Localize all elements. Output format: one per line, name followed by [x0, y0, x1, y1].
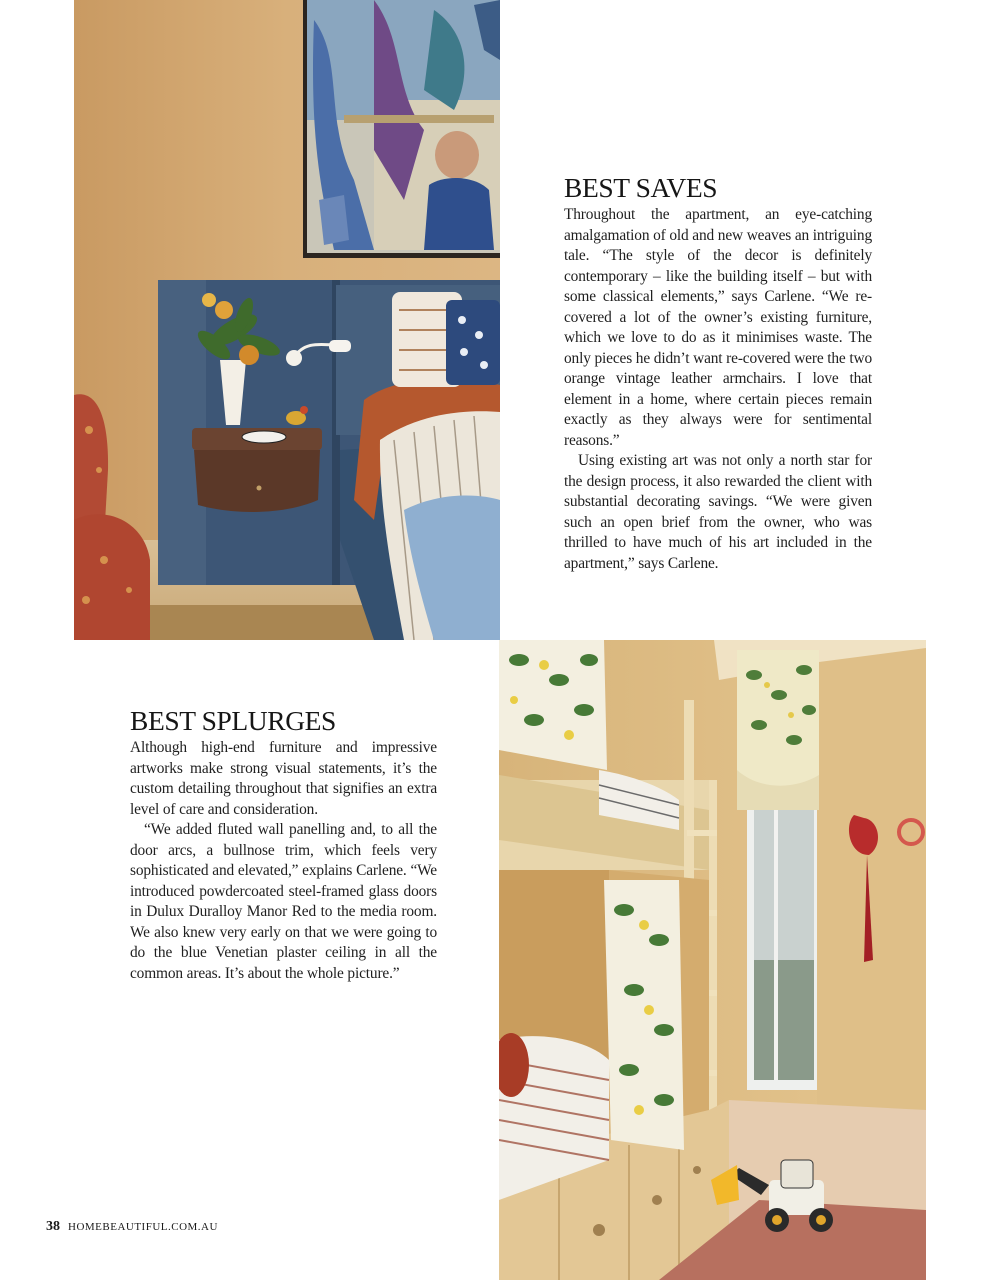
best-splurges-paragraph-2: “We added fluted wall panelling and, to all the door arcs, a bullnose trim, which feels very sophisticated and elevated,” explains Carlene. “We introduced powdercoated steel-framed glass doors in Dulux Duralloy Manor Red to the media room. We also knew very early on that we were going to do the blue Venetian plaster ceiling in all the common areas. It’s about the whole picture.”	[130, 821, 437, 982]
best-splurges-heading: BEST SPLURGES	[130, 705, 336, 736]
page-number: 38	[46, 1219, 60, 1234]
roman-blind	[737, 650, 819, 810]
bunk-room-photo	[499, 640, 926, 1280]
best-saves-heading: BEST SAVES	[564, 172, 718, 203]
best-saves-section	[564, 173, 872, 574]
best-saves-paragraph-2: Using existing art was not only a north star for the design process, it also rewarded the client with substantial decorating savings. “We were given such an open brief from the owner, who was thrilled to have much of his art included in the apartment,” says Carlene.	[564, 452, 872, 572]
bedroom-photo	[74, 0, 500, 640]
best-splurges-section	[130, 706, 437, 984]
page-folio	[46, 1219, 218, 1235]
bedroom-illustration	[74, 0, 500, 640]
bunk-room-illustration	[499, 640, 926, 1280]
website-url: HOMEBEAUTIFUL.COM.AU	[68, 1221, 218, 1233]
best-splurges-paragraph-1: Although high-end furniture and impressive artworks make strong visual statements, it’s the custom detailing throughout that signifies an extra level of care and consideration.	[130, 739, 437, 818]
best-saves-paragraph-1: Throughout the apartment, an eye-catching amalgamation of old and new weaves an intriguing tale. “The style of the decor is definitely contemporary – like the building itself – but with some classical elements,” says Carlene. “We re-covered a lot of the owner’s existing furniture, which we love to do as it minimises waste. The only pieces he didn’t want re-covered were the two orange vintage leather armchairs. I love that element in a home, where certain pieces remain exactly as they always were for sentimental reasons.”	[564, 206, 872, 449]
window	[747, 800, 817, 1090]
artwork-painting	[303, 0, 500, 258]
